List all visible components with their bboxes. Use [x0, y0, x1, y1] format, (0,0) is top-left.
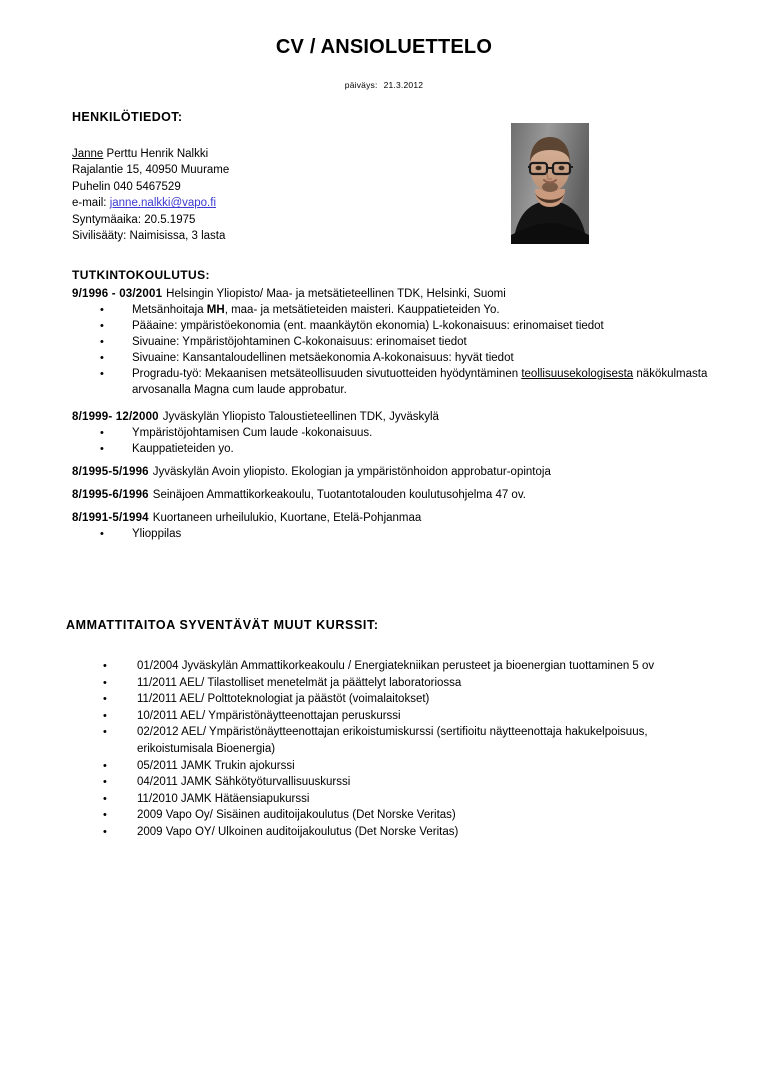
page-title: CV / ANSIOLUETTELO — [275, 36, 493, 58]
education-description: Jyväskylän Avoin yliopisto. Ekologian ja ympäristönhoidon approbatur-opintoja — [152, 466, 551, 478]
list-item — [0, 824, 768, 841]
list-item — [0, 334, 768, 350]
education-period: 8/1991-5/1994 — [72, 512, 149, 524]
education-period: 9/1996 - 03/2001 — [72, 288, 163, 300]
course-text: 2009 Vapo OY/ Ulkoinen auditoijakoulutus (Det Norske Veritas) — [137, 825, 459, 838]
list-item — [0, 350, 768, 366]
education-description: Seinäjoen Ammattikorkeakoulu, Tuotantotalouden koulutusohjelma 47 ov. — [152, 489, 526, 501]
bullet-text: Pääaine: ympäristöekonomia (ent. maankäytön ekonomia) L-kokonaisuus: erinomaiset tiedot — [132, 320, 604, 332]
personal-info-block — [72, 146, 229, 244]
portrait-photo — [511, 123, 589, 244]
bullet-text: Kauppatieteiden yo. — [132, 443, 234, 455]
section-heading-courses: AMMATTITAITOA SYVENTÄVÄT MUUT KURSSIT: — [66, 618, 379, 632]
bullet-text: Sivuaine: Ympäristöjohtaminen C-kokonaisuus: erinomaiset tiedot — [132, 336, 467, 348]
list-item — [0, 675, 768, 692]
courses-block — [0, 658, 768, 841]
portrait-photo-image — [511, 123, 589, 244]
list-item — [0, 318, 768, 334]
list-item — [0, 366, 768, 398]
bullet-text: Ylioppilas — [132, 528, 182, 540]
list-item — [0, 774, 768, 791]
list-item — [0, 526, 768, 542]
course-text: 11/2011 AEL/ Tilastolliset menetelmät ja päättelyt laboratoriossa — [137, 676, 462, 689]
bullet-text: Ympäristöjohtamisen Cum laude -kokonaisuus. — [132, 427, 373, 439]
education-bullet-list — [0, 526, 768, 542]
course-text: 11/2011 AEL/ Polttoteknologiat ja päästöt (voimalaitokset) — [137, 693, 430, 706]
document-date — [0, 80, 768, 90]
education-block — [0, 286, 768, 542]
personal-name — [72, 146, 229, 162]
section-heading-education: TUTKINTOKOULUTUS: — [72, 268, 210, 282]
course-text: 11/2010 JAMK Hätäensiapukurssi — [137, 792, 310, 805]
personal-phone: Puhelin 040 5467529 — [72, 180, 181, 193]
course-text: 01/2004 Jyväskylän Ammattikorkeakoulu / Energiatekniikan perusteet ja bioenergian tuottaminen 5 ov — [137, 660, 655, 672]
personal-email-line — [72, 195, 229, 211]
list-item — [0, 758, 768, 775]
degree-abbreviation: MH — [206, 304, 225, 316]
education-bullet-list — [0, 302, 768, 398]
course-text: 02/2012 AEL/ Ympäristönäytteenottajan erikoistumiskurssi (sertifioitu näytteenottaja hakukelpoisuus, erikoistumisala Bioenergia) — [137, 726, 648, 755]
personal-address: Rajalantie 15, 40950 Muurame — [72, 164, 230, 177]
bullet-text: Sivuaine: Kansantaloudellinen metsäekonomia A-kokonaisuus: hyvät tiedot — [132, 352, 514, 364]
education-entry-period-line — [0, 487, 768, 503]
list-item — [0, 302, 768, 318]
list-item — [0, 691, 768, 708]
underlined-term: teollisuusekologisesta — [521, 368, 634, 380]
education-entry-period-line — [0, 409, 768, 425]
list-item — [0, 724, 768, 757]
bullet-text: Progradu-työ: Mekaanisen metsäteollisuuden sivutuotteiden hyödyntäminen teollisuusekologisesta näkökulmasta arvosanalla Magna cum laude approbatur. — [132, 368, 708, 396]
list-item — [0, 441, 768, 457]
date-value: 21.3.2012 — [383, 80, 424, 90]
list-item — [0, 791, 768, 808]
personal-first-name: Janne — [72, 148, 104, 160]
personal-birthdate: Syntymäaika: 20.5.1975 — [72, 213, 196, 226]
education-description: Helsingin Yliopisto/ Maa- ja metsätieteellinen TDK, Helsinki, Suomi — [166, 288, 506, 300]
bullet-text: Metsänhoitaja MH, maa- ja metsätieteiden maisteri. Kauppatieteiden Yo. — [132, 304, 500, 316]
list-item — [0, 807, 768, 824]
email-link[interactable]: janne.nalkki@vapo.fi — [109, 197, 216, 210]
list-item — [0, 708, 768, 725]
education-description: Jyväskylän Yliopisto Taloustieteellinen TDK, Jyväskylä — [162, 411, 439, 423]
course-text: 2009 Vapo Oy/ Sisäinen auditoijakoulutus (Det Norske Veritas) — [137, 809, 456, 822]
personal-marital-status: Sivilisääty: Naimisissa, 3 lasta — [72, 230, 226, 243]
list-item — [0, 658, 768, 675]
course-text: 05/2011 JAMK Trukin ajokurssi — [137, 759, 295, 772]
email-label: e-mail: — [72, 197, 110, 210]
education-description: Kuortaneen urheilulukio, Kuortane, Etelä-Pohjanmaa — [152, 512, 422, 524]
education-entry-period-line — [0, 510, 768, 526]
education-bullet-list — [0, 425, 768, 457]
course-text: 10/2011 AEL/ Ympäristönäytteenottajan peruskurssi — [137, 709, 401, 722]
personal-name-rest: Perttu Henrik Nalkki — [103, 148, 209, 160]
education-period: 8/1999- 12/2000 — [72, 411, 159, 423]
list-item — [0, 425, 768, 441]
education-entry-period-line — [0, 286, 768, 302]
education-entry-period-line — [0, 464, 768, 480]
course-text: 04/2011 JAMK Sähkötyöturvallisuuskurssi — [137, 776, 351, 789]
education-period: 8/1995-6/1996 — [72, 489, 149, 501]
education-period: 8/1995-5/1996 — [72, 466, 149, 478]
section-heading-personal: HENKILÖTIEDOT: — [72, 110, 183, 124]
courses-list — [0, 658, 768, 841]
date-label: päiväys: — [344, 80, 378, 90]
